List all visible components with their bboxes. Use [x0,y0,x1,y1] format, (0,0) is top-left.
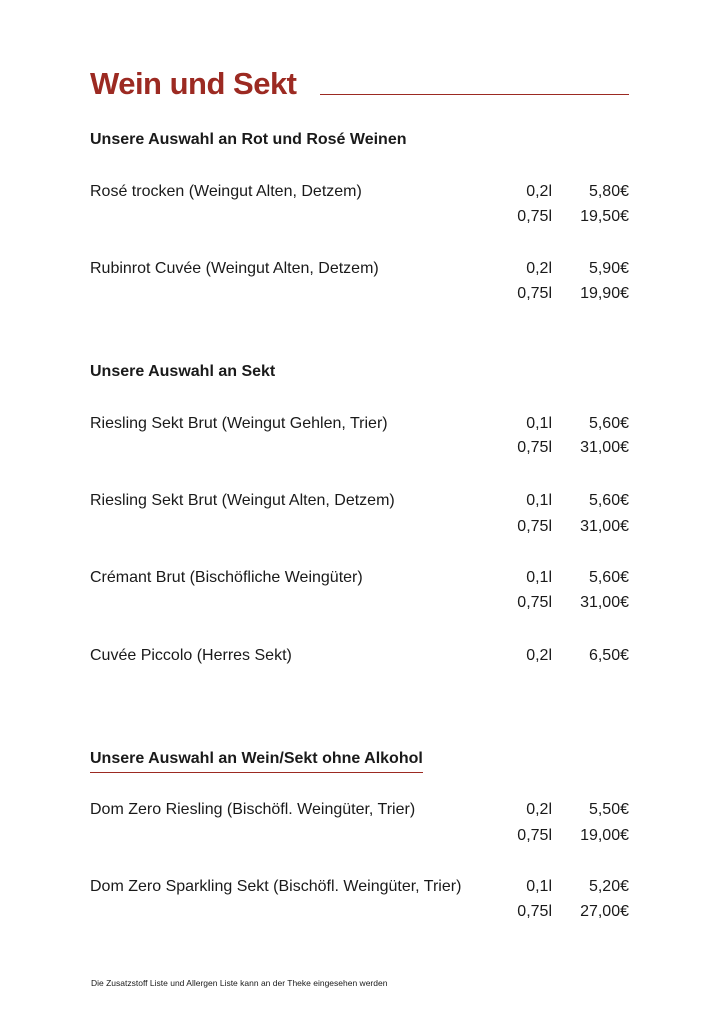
title-divider [320,94,629,95]
menu-item-price: 31,00€ [580,439,629,456]
menu-item-name: Rubinrot Cuvée (Weingut Alten, Detzem) [90,260,379,277]
menu-item-quantity: 0,1l [526,878,552,895]
menu-item-quantity: 0,75l [517,903,552,920]
menu-item-price: 5,20€ [588,878,629,895]
menu-item-quantity: 0,75l [517,285,552,302]
menu-item-price: 5,90€ [588,260,629,277]
menu-item-price: 5,60€ [588,492,629,509]
menu-item-price: 19,90€ [580,285,629,302]
menu-item-quantity: 0,75l [517,594,552,611]
menu-item-quantity: 0,2l [526,647,552,664]
menu-item-quantity: 0,1l [526,492,552,509]
allergen-footnote: Die Zusatzstoff Liste und Allergen Liste kann an der Theke eingesehen werden [91,978,388,988]
menu-item-quantity: 0,2l [526,183,552,200]
section-heading-rot-rose: Unsere Auswahl an Rot und Rosé Weinen [90,131,407,148]
menu-item-quantity: 0,1l [526,569,552,586]
menu-item-quantity: 0,2l [526,801,552,818]
menu-item-price: 5,60€ [588,415,629,432]
menu-item-quantity: 0,1l [526,415,552,432]
menu-item-price: 5,50€ [588,801,629,818]
menu-item-name: Cuvée Piccolo (Herres Sekt) [90,647,292,664]
section-heading-ohne-alkohol: Unsere Auswahl an Wein/Sekt ohne Alkohol [90,750,423,773]
menu-item-price: 5,80€ [588,183,629,200]
menu-item-name: Dom Zero Riesling (Bischöfl. Weingüter, Trier) [90,801,416,818]
menu-item-price: 31,00€ [580,594,629,611]
menu-item-name: Dom Zero Sparkling Sekt (Bischöfl. Weingüter, Trier) [90,878,462,895]
menu-item-price: 27,00€ [580,903,629,920]
menu-item-price: 6,50€ [588,647,629,664]
menu-item-quantity: 0,75l [517,827,552,844]
menu-item-name: Riesling Sekt Brut (Weingut Gehlen, Trier) [90,415,388,432]
menu-item-price: 19,50€ [580,208,629,225]
menu-item-quantity: 0,75l [517,439,552,456]
section-heading-sekt: Unsere Auswahl an Sekt [90,363,276,380]
menu-item-price: 31,00€ [580,518,629,535]
page-title: Wein und Sekt [90,66,297,101]
menu-item-name: Crémant Brut (Bischöfliche Weingüter) [90,569,363,586]
menu-item-price: 5,60€ [588,569,629,586]
menu-item-quantity: 0,2l [526,260,552,277]
menu-item-quantity: 0,75l [517,518,552,535]
menu-item-name: Riesling Sekt Brut (Weingut Alten, Detzem) [90,492,395,509]
menu-item-name: Rosé trocken (Weingut Alten, Detzem) [90,183,362,200]
menu-item-price: 19,00€ [580,827,629,844]
menu-item-quantity: 0,75l [517,208,552,225]
